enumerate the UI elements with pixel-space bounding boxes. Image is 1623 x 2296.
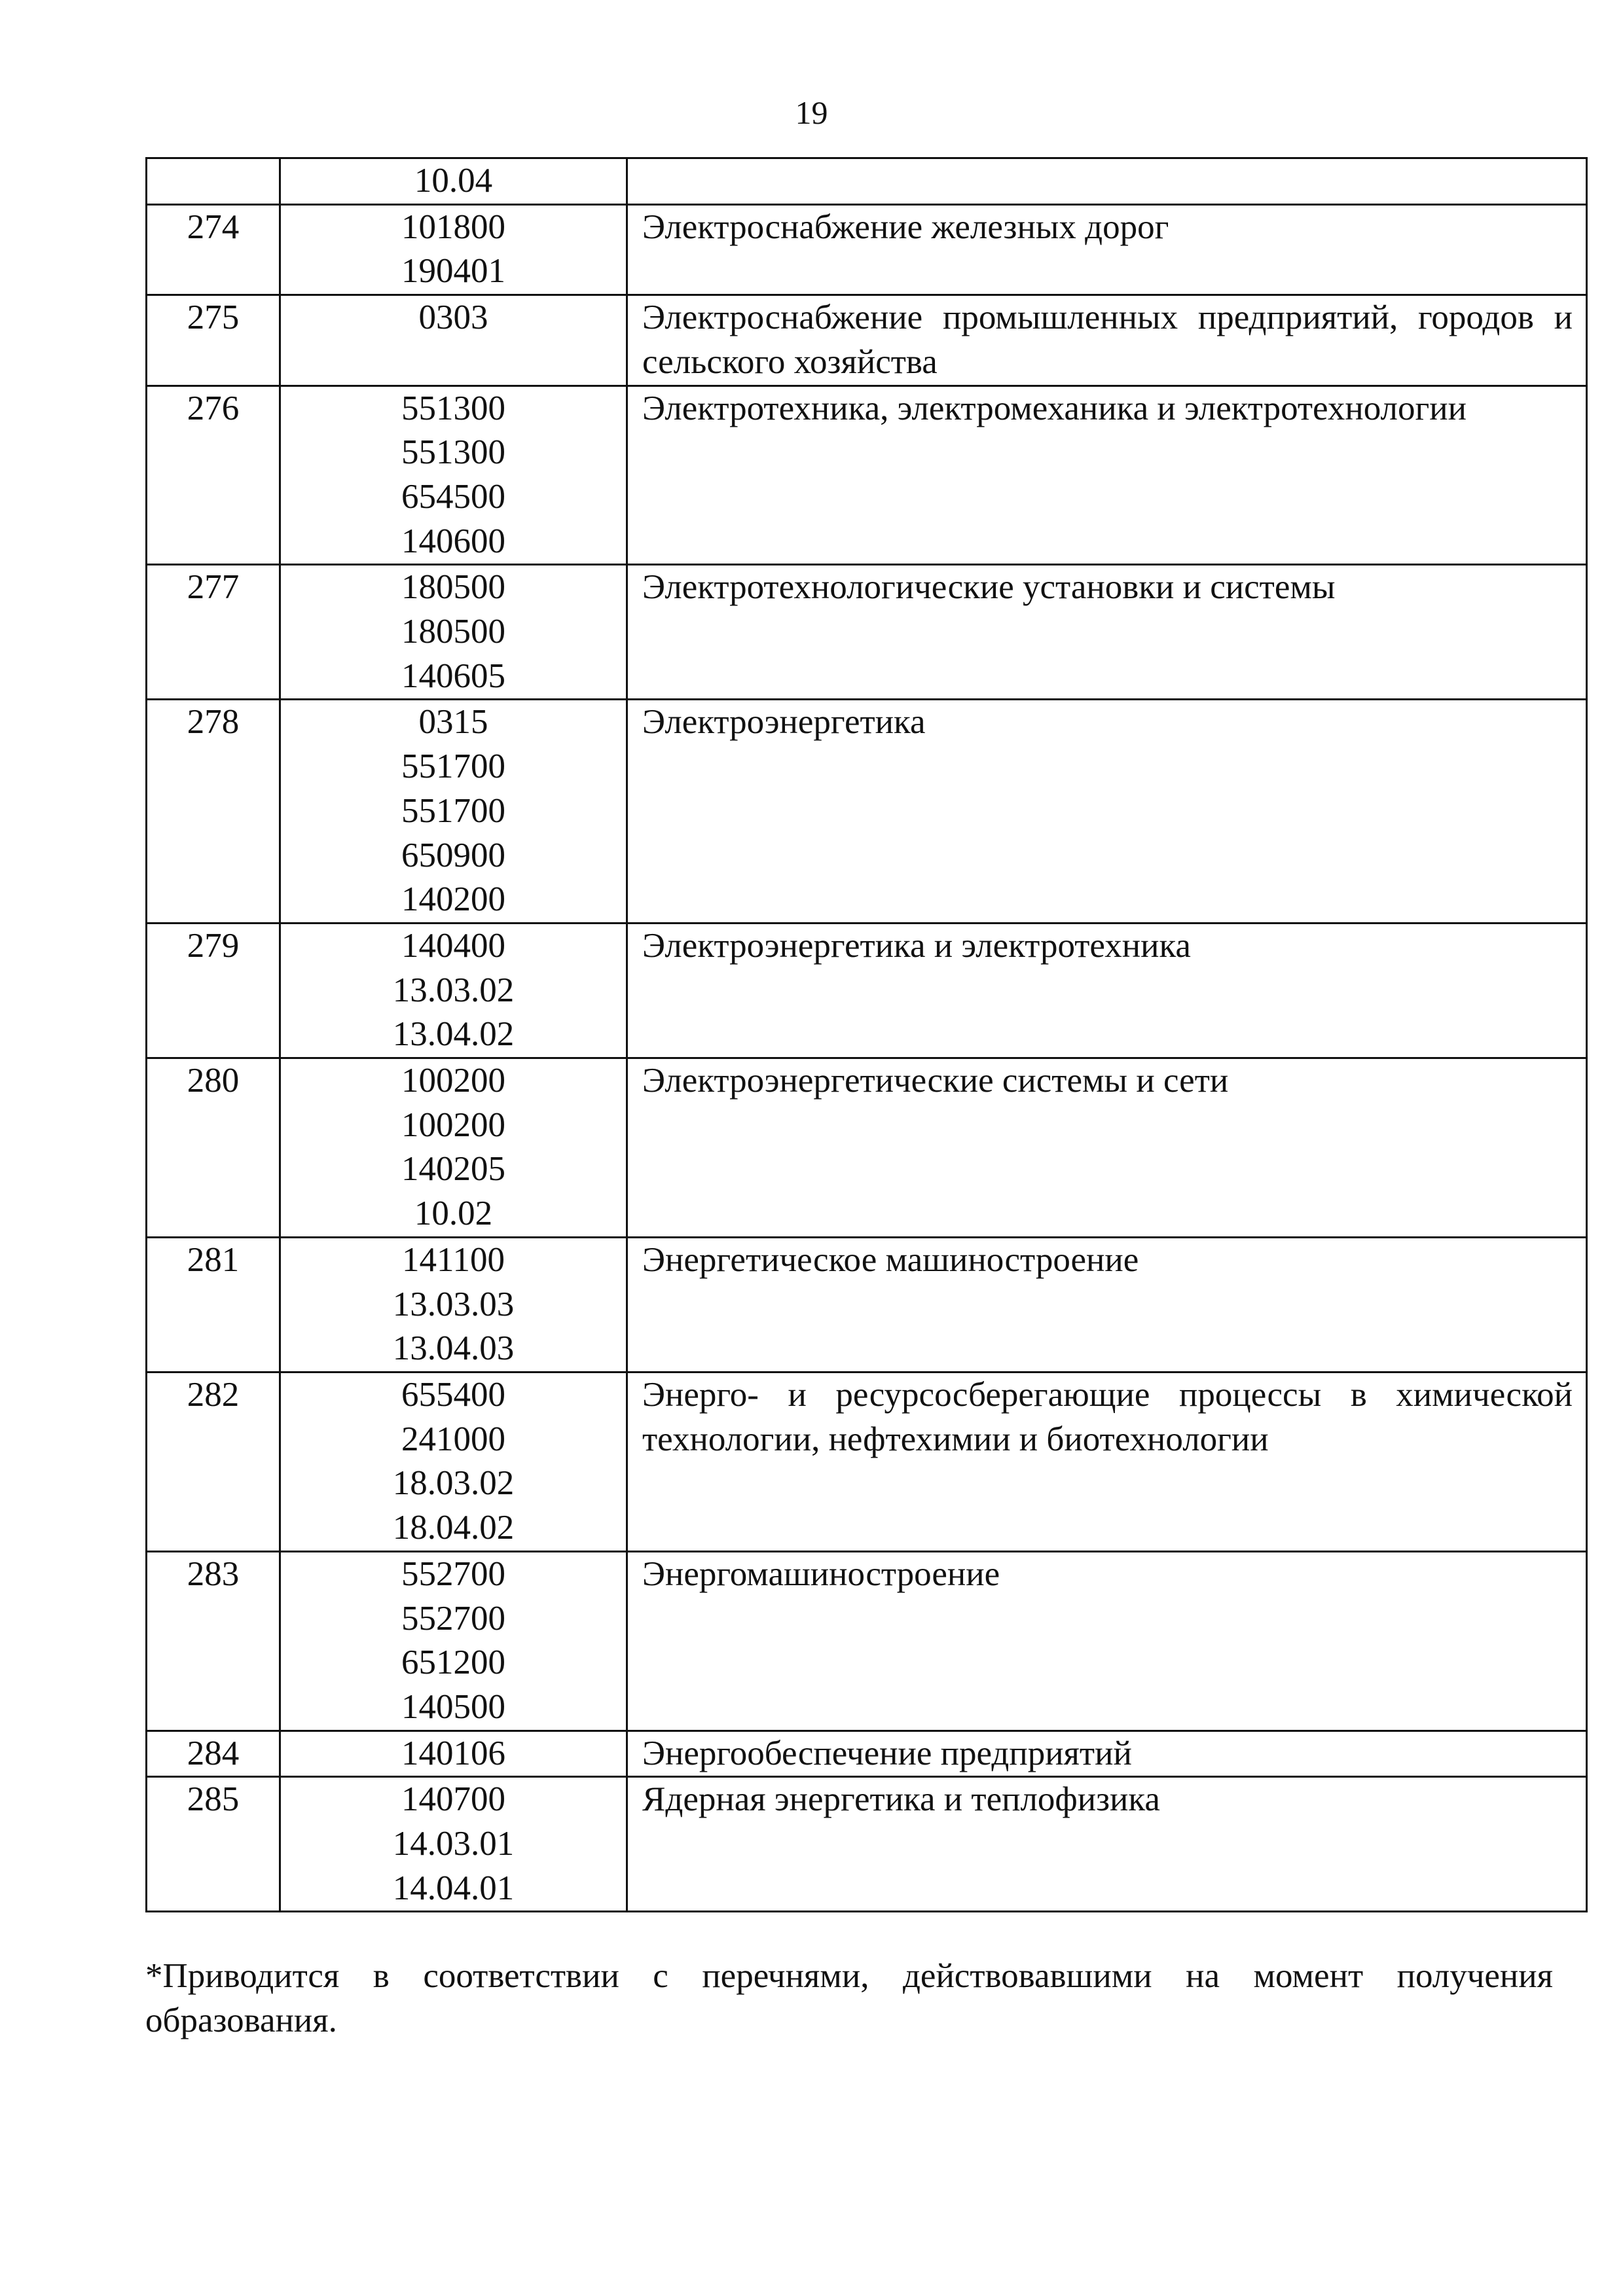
specialty-codes (280, 386, 627, 565)
specialty-code: 140700 (401, 1780, 505, 1819)
specialty-code: 140106 (401, 1734, 505, 1772)
specialty-name: Энергомашиностроение (627, 1551, 1587, 1731)
table-row (147, 700, 1587, 924)
specialty-code: 654500 (401, 477, 505, 516)
specialty-code: 13.04.03 (392, 1329, 515, 1368)
specialty-code: 141100 (401, 1240, 505, 1279)
specialty-code: 180500 (401, 613, 505, 651)
specialty-code: 551300 (401, 433, 505, 472)
specialty-codes (280, 1372, 627, 1551)
specialty-code: 0303 (418, 298, 488, 337)
row-number: 285 (147, 1777, 280, 1912)
specialty-code: 100200 (401, 1062, 505, 1100)
specialty-code: 552700 (401, 1554, 505, 1593)
specialty-code: 13.03.03 (392, 1285, 515, 1323)
specialty-code: 18.04.02 (392, 1509, 515, 1547)
specialty-codes (280, 1777, 627, 1912)
specialty-name (627, 158, 1587, 205)
table-row (147, 295, 1587, 386)
specialty-name: Электротехнологические установки и системы (627, 565, 1587, 700)
row-number (147, 158, 280, 205)
specialty-code: 140500 (401, 1687, 505, 1726)
specialty-name: Энерго- и ресурсосберегающие процессы в химической технологии, нефтехимии и биотехнологии (627, 1372, 1587, 1551)
row-number: 279 (147, 923, 280, 1058)
row-number: 283 (147, 1551, 280, 1731)
specialty-code: 140205 (401, 1150, 505, 1189)
specialty-code: 13.04.02 (392, 1015, 515, 1054)
specialty-code: 14.03.01 (392, 1825, 515, 1863)
specialty-name: Электротехника, электромеханика и электротехнологии (627, 386, 1587, 565)
specialty-code: 140605 (401, 656, 505, 695)
specialty-code: 190401 (401, 252, 505, 291)
table-row (147, 1058, 1587, 1238)
page-number: 19 (795, 94, 828, 131)
specialty-code: 18.03.02 (392, 1464, 515, 1503)
specialty-codes (280, 295, 627, 386)
row-number: 276 (147, 386, 280, 565)
table-row (147, 1551, 1587, 1731)
specialty-name: Электроэнергетика и электротехника (627, 923, 1587, 1058)
specialty-name: Энергообеспечение предприятий (627, 1731, 1587, 1777)
specialty-code: 101800 (401, 207, 505, 246)
specialty-codes (280, 923, 627, 1058)
specialty-codes (280, 1237, 627, 1372)
row-number: 274 (147, 204, 280, 295)
table-row (147, 565, 1587, 700)
table-row (147, 386, 1587, 565)
specialty-code: 655400 (401, 1375, 505, 1414)
row-number: 282 (147, 1372, 280, 1551)
table-row (147, 1777, 1587, 1912)
specialty-table-body (147, 158, 1587, 1912)
specialty-name: Электроснабжение промышленных предприятий, городов и сельского хозяйства (627, 295, 1587, 386)
specialty-codes (280, 565, 627, 700)
specialty-codes (280, 1058, 627, 1238)
specialty-codes (280, 1551, 627, 1731)
specialty-code: 551700 (401, 791, 505, 830)
specialty-name: Электроэнергетика (627, 700, 1587, 924)
specialty-code: 14.04.01 (392, 1869, 515, 1907)
specialty-code: 552700 (401, 1599, 505, 1638)
specialty-code: 650900 (401, 836, 505, 874)
specialty-name: Электроэнергетические системы и сети (627, 1058, 1587, 1238)
row-number: 278 (147, 700, 280, 924)
specialty-codes (280, 158, 627, 205)
specialty-code: 651200 (401, 1643, 505, 1682)
specialty-code: 551700 (401, 747, 505, 786)
table-row (147, 1237, 1587, 1372)
table-row (147, 1731, 1587, 1777)
row-number: 284 (147, 1731, 280, 1777)
table-row (147, 158, 1587, 205)
row-number: 280 (147, 1058, 280, 1238)
specialty-code: 0315 (418, 703, 488, 742)
footnote: *Приводится в соответствии с перечнями, действовавшими на момент получения образования. (145, 1957, 1553, 2039)
specialty-name: Ядерная энергетика и теплофизика (627, 1777, 1587, 1912)
specialty-code: 13.03.02 (392, 971, 515, 1009)
specialty-code: 241000 (401, 1420, 505, 1458)
specialty-codes (280, 1731, 627, 1777)
table-row (147, 923, 1587, 1058)
specialty-codes (280, 700, 627, 924)
specialty-code: 10.04 (414, 162, 493, 200)
row-number: 281 (147, 1237, 280, 1372)
specialty-code: 140600 (401, 522, 505, 560)
table-row (147, 204, 1587, 295)
specialty-code: 100200 (401, 1105, 505, 1144)
specialty-code: 551300 (401, 389, 505, 427)
specialty-name: Электроснабжение железных дорог (627, 204, 1587, 295)
specialty-codes (280, 204, 627, 295)
specialty-code: 140200 (401, 880, 505, 919)
specialty-code: 140400 (401, 926, 505, 965)
table-row (147, 1372, 1587, 1551)
specialty-name: Энергетическое машиностроение (627, 1237, 1587, 1372)
specialty-code: 180500 (401, 568, 505, 607)
row-number: 275 (147, 295, 280, 386)
row-number: 277 (147, 565, 280, 700)
specialty-table (145, 157, 1588, 1912)
specialty-code: 10.02 (414, 1194, 493, 1233)
